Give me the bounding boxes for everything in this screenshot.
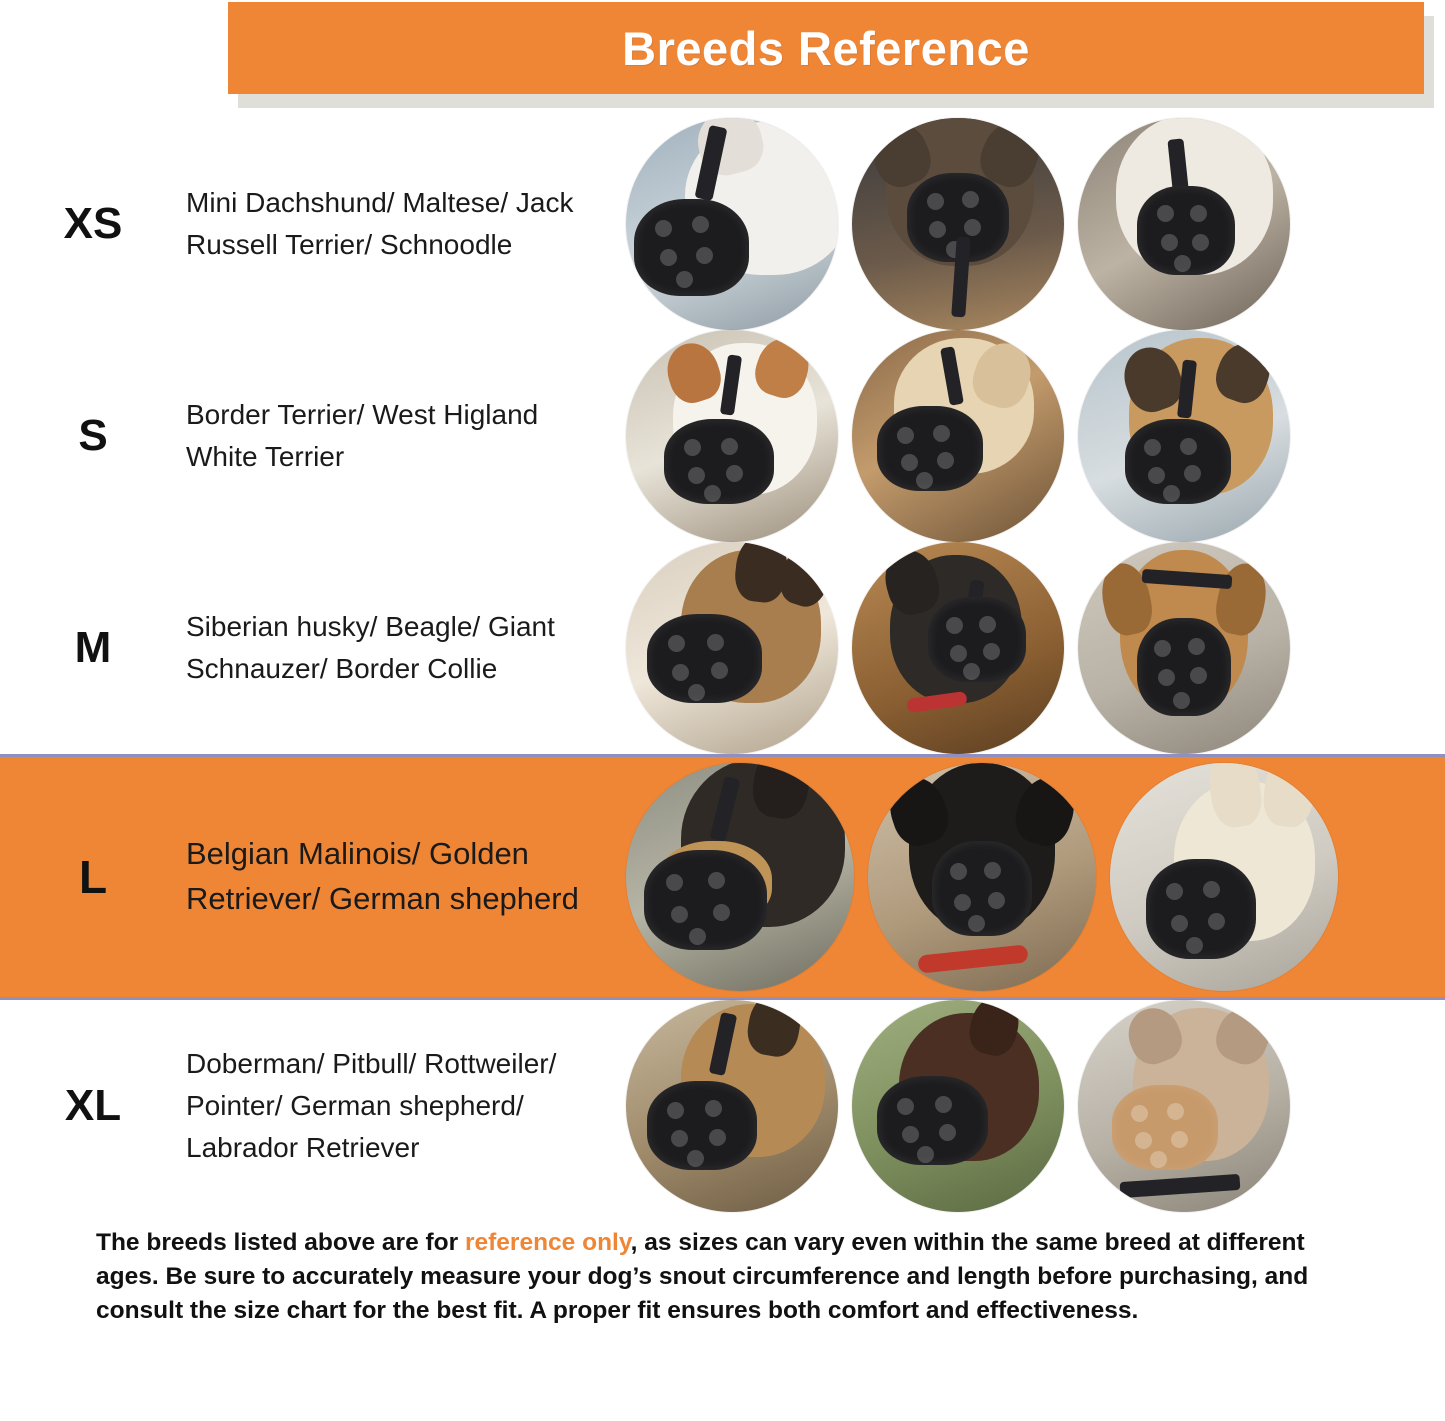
muzzle-basket <box>877 1076 987 1165</box>
muzzle-basket <box>1112 1085 1218 1170</box>
dog-photo <box>1078 118 1290 330</box>
header-bar <box>228 2 1424 94</box>
dog-photo <box>626 118 838 330</box>
breeds-text-xs: Mini Dachshund/ Maltese/ Jack Russell Terrier/ Schnoodle <box>186 187 574 260</box>
dog-photo <box>626 1000 838 1212</box>
muzzle-basket <box>1137 618 1230 716</box>
photo-group-xl <box>626 1000 1445 1212</box>
dog-photo <box>626 330 838 542</box>
muzzle-basket <box>877 406 983 491</box>
photo-group-l <box>626 763 1445 991</box>
table-row-xl <box>0 1000 1445 1212</box>
photo-group-m <box>626 542 1445 754</box>
breeds-text-l: Belgian Malinois/ Golden Retriever/ German shepherd <box>186 836 579 916</box>
dog-photo <box>1078 1000 1290 1212</box>
breeds-text-m: Siberian husky/ Beagle/ Giant Schnauzer/ Border Collie <box>186 611 555 684</box>
dog-photo <box>868 763 1096 991</box>
muzzle-basket <box>1125 419 1231 504</box>
dog-photo <box>1078 542 1290 754</box>
photo-group-xs <box>626 118 1445 330</box>
muzzle-basket <box>664 419 774 504</box>
muzzle-basket <box>647 614 761 703</box>
breeds-text-xl: Doberman/ Pitbull/ Rottweiler/ Pointer/ German shepherd/ Labrador Retriever <box>186 1048 557 1163</box>
table-row-s <box>0 330 1445 542</box>
footer-accent-text: reference only <box>464 1229 631 1256</box>
dog-photo <box>852 118 1064 330</box>
muzzle-basket <box>932 841 1032 937</box>
size-label-xl: XL <box>64 1081 122 1130</box>
dog-photo <box>852 330 1064 542</box>
size-label-xs: XS <box>63 199 123 248</box>
photo-group-s <box>626 330 1445 542</box>
table-row-l <box>0 754 1445 1000</box>
footer-disclaimer <box>0 1212 1445 1337</box>
dog-photo <box>626 542 838 754</box>
muzzle-basket <box>1146 859 1255 959</box>
table-row-m <box>0 542 1445 754</box>
page-title: Breeds Reference <box>622 21 1030 75</box>
muzzle-basket <box>647 1081 757 1170</box>
muzzle-basket <box>644 850 767 950</box>
muzzle-basket <box>1137 186 1235 275</box>
muzzle-basket <box>634 199 748 297</box>
footer-text-part2: , as sizes can vary even within the same breed at different ages. Be sure to accurately measure your dog’s snout circumference and length before purchasing, and consult the size chart for the best fit. A proper fit ensures both comfort and effectiveness. <box>96 1229 1309 1324</box>
dog-photo <box>1078 330 1290 542</box>
breeds-text-s: Border Terrier/ West Higland White Terrier <box>186 399 539 472</box>
footer-text-part1: The breeds listed above are for <box>96 1229 465 1256</box>
table-row-xs <box>0 118 1445 330</box>
breeds-table <box>0 118 1445 1212</box>
header <box>0 0 1445 118</box>
dog-photo <box>852 1000 1064 1212</box>
muzzle-basket <box>928 597 1026 682</box>
size-label-l: L <box>78 851 108 903</box>
dog-photo <box>852 542 1064 754</box>
dog-photo <box>626 763 854 991</box>
dog-photo <box>1110 763 1338 991</box>
size-label-m: M <box>74 623 112 672</box>
size-label-s: S <box>78 411 108 460</box>
